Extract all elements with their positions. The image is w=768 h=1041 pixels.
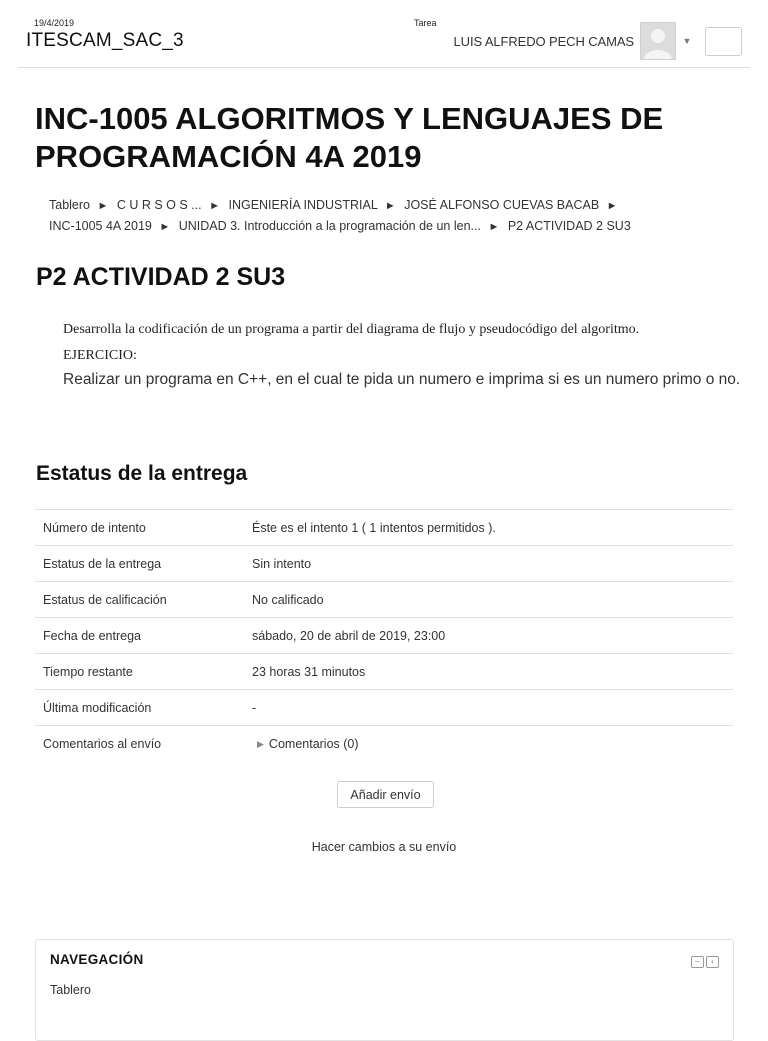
- breadcrumb-separator-icon: ►: [606, 200, 618, 212]
- row-label: Fecha de entrega: [35, 618, 244, 654]
- navigation-block-title: NAVEGACIÓN: [50, 952, 144, 967]
- nav-drawer-toggle-button[interactable]: [705, 27, 742, 56]
- activity-description: [63, 322, 743, 389]
- add-submission-button[interactable]: Añadir envío: [337, 781, 434, 808]
- breadcrumb-separator-icon: ►: [97, 200, 109, 212]
- table-row: [35, 582, 733, 618]
- dock-block-icon[interactable]: ‹: [706, 956, 719, 968]
- row-value: -: [244, 690, 733, 726]
- user-avatar-icon[interactable]: [640, 22, 676, 60]
- table-row: [35, 510, 733, 546]
- row-label: Última modificación: [35, 690, 244, 726]
- table-row: [35, 618, 733, 654]
- print-page-title: Tarea: [414, 18, 437, 28]
- comments-label: Comentarios (0): [268, 737, 359, 752]
- table-row: [35, 726, 733, 762]
- row-label: Número de intento: [35, 510, 244, 546]
- row-value: Éste es el intento 1 ( 1 intentos permitidos ).: [244, 510, 733, 546]
- header-divider: [18, 67, 750, 68]
- breadcrumb-item-section[interactable]: UNIDAD 3. Introducción a la programación de un len...: [178, 219, 481, 233]
- comments-cell: [244, 726, 733, 762]
- breadcrumb-separator-icon: ►: [159, 221, 171, 233]
- row-label: Comentarios al envío: [35, 726, 244, 762]
- row-value: No calificado: [244, 582, 733, 618]
- submission-status-heading: Estatus de la entrega: [36, 462, 248, 485]
- breadcrumb-item-teacher[interactable]: JOSÉ ALFONSO CUEVAS BACAB: [404, 198, 600, 212]
- breadcrumb-item-dashboard[interactable]: Tablero: [49, 198, 90, 212]
- breadcrumb-item-activity[interactable]: P2 ACTIVIDAD 2 SU3: [507, 219, 631, 233]
- row-label: Estatus de calificación: [35, 582, 244, 618]
- description-exercise-text: Realizar un programa en C++, en el cual te pida un numero e imprima si es un numero primo o no.: [63, 371, 741, 388]
- breadcrumb-separator-icon: ►: [384, 200, 396, 212]
- submission-help-text: Hacer cambios a su envío: [311, 840, 457, 854]
- course-title: INC-1005 ALGORITMOS Y LENGUAJES DE PROGRAMACIÓN 4A 2019: [35, 101, 664, 174]
- navigation-item-dashboard[interactable]: Tablero: [50, 983, 91, 997]
- breadcrumb: [49, 195, 709, 237]
- caret-right-icon: ▶: [257, 738, 264, 749]
- chevron-down-icon[interactable]: ▼: [682, 36, 692, 46]
- row-value: Sin intento: [244, 546, 733, 582]
- site-name-link[interactable]: ITESCAM_SAC_3: [26, 30, 184, 51]
- block-controls: [691, 956, 719, 968]
- comments-toggle-link[interactable]: [252, 737, 359, 751]
- breadcrumb-separator-icon: ►: [209, 200, 220, 212]
- collapse-block-icon[interactable]: –: [691, 956, 704, 968]
- description-paragraph: Desarrolla la codificación de un programa a partir del diagrama de flujo y pseudocódigo del algoritmo.: [63, 322, 640, 337]
- table-row: [35, 546, 733, 582]
- description-exercise-label: EJERCICIO:: [63, 348, 137, 363]
- breadcrumb-item-courses[interactable]: C U R S O S ...: [116, 198, 202, 212]
- breadcrumb-separator-icon: ►: [488, 221, 500, 233]
- print-date: 19/4/2019: [34, 18, 75, 28]
- activity-title: P2 ACTIVIDAD 2 SU3: [36, 263, 286, 291]
- user-menu[interactable]: [454, 22, 742, 60]
- table-row: [35, 654, 733, 690]
- row-value: 23 horas 31 minutos: [244, 654, 733, 690]
- breadcrumb-item-course[interactable]: INC-1005 4A 2019: [49, 219, 152, 233]
- row-value: sábado, 20 de abril de 2019, 23:00: [244, 618, 733, 654]
- submission-status-table: [35, 509, 733, 761]
- row-label: Estatus de la entrega: [35, 546, 244, 582]
- row-label: Tiempo restante: [35, 654, 244, 690]
- user-name[interactable]: LUIS ALFREDO PECH CAMAS: [453, 33, 634, 49]
- navigation-block: [35, 939, 734, 1041]
- breadcrumb-item-category[interactable]: INGENIERÍA INDUSTRIAL: [228, 198, 378, 212]
- table-row: [35, 690, 733, 726]
